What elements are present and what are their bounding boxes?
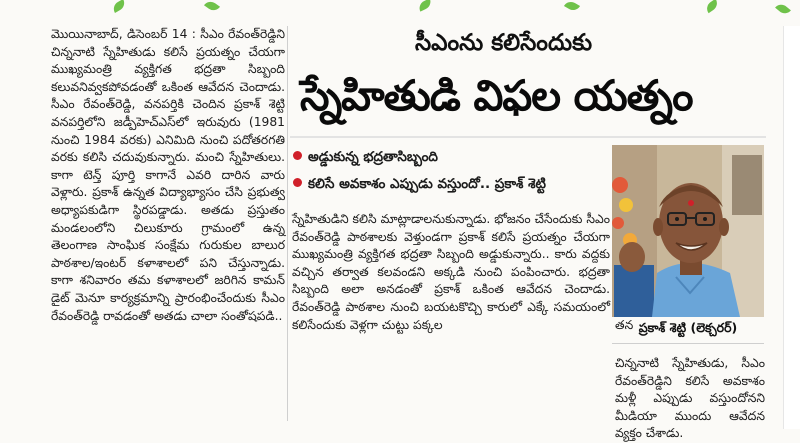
leaf-ornament [417,0,433,12]
deck-text-1: అడ్డుకున్న భద్రతాసిబ్బంది [308,149,438,165]
caption-divider [612,343,764,344]
article-body-narrow-column: తన [615,317,634,332]
leaf-ornament [564,0,580,13]
red-bullet-icon [293,151,302,160]
headline-kicker: సీఎంను కలిసేందుకు [415,30,593,56]
portrait-photo [612,145,764,317]
column-divider [287,26,288,421]
leaf-ornament [704,0,720,13]
leaf-ornament [775,1,791,16]
article-body-middle-column: స్నేహితుడిని కలిసి మాట్లాడాలనుకున్నాడు. భోజనం చేసేందుకు సీఎం రేవంత్‌రెడ్డి పాఠశాలకు వెళ్తుండగా ప్రకాశ్‌ కలిసే ప్రయత్నం చేయగా ముఖ్యమంత్రి వ్యక్తిగత భద్రతా సిబ్బంది అడ్డుకున్నారు.. కారు వద్దకు వచ్చిన తర్వాత కలవండని అక్కడి నుంచి పంపించారు. భద్రతా సిబ్బంది అలా అనడంతో ప్రకాశ్‌ ఒకింత ఆవేదన చెందాడు. రేవంత్‌రెడ్డి పాఠశాల నుంచి బయటకొచ్చి కారులో ఎక్కే సమయంలో కలిసేందుకు వెళ్లగా చుట్టు పక్కల [292,212,610,332]
headline: స్నేహితుడి విఫల యత్నం [300,71,693,120]
portrait-illustration [612,145,764,317]
article-body-left-column: మొయినాబాద్‌, డిసెంబర్‌ 14 : సీఎం రేవంత్‌రెడ్డిని చిన్ననాటి స్నేహితుడు కలిసే ప్రయత్నం చేయగా ముఖ్యమంత్రి వ్యక్తిగత భద్రతా సిబ్బంది కలువనివ్వకపోవడంతో ఒకింత ఆవేదన చెందాడు. సీఎం రేవంత్‌రెడ్డి, వనపర్తికి చెందిన ప్రకాశ్‌ శెట్టి వనపర్తిలోని జడ్పీహెచ్‌ఎస్‌లో ఇరువురు (1981 నుంచి 1984 వరకు) ఎనిమిది నుంచి పదోతరగతి వరకు కలిసి చదువుకున్నారు. మంచి స్నేహితులు. కాగా టెన్త్‌ పూర్తి కాగానే ఎవరి దారిన వారు వెళ్లారు. ప్రకాశ్‌ ఉన్నత విద్యాభ్యాసం చేసి ప్రభుత్వ అధ్యాపకుడిగా స్థిరపడ్డాడు. అతడు ప్రస్తుతం మండలంలోని చిలుకూరు గ్రామంలో ఉన్న తెలంగాణ సాంఘిక సంక్షేమ గురుకుల బాలుర పాఠశాల/ఇంటర్‌ కళాశాలలో పని చేస్తున్నాడు. కాగా శనివారం తమ కళాశాలలో జరిగిన కామన్‌ డైట్‌ మెనూ కార్యక్రమాన్ని ప్రారంభించేందుకు సీఎం రేవంత్‌రెడ్డి రావడంతో అతడు చాలా సంతోషపడి.. [51,27,285,323]
leaf-ornament [204,0,220,13]
page-margin [783,26,800,429]
photo-caption: ప్రకాశ్‌ శెట్టి (లెక్చరర్‌) [638,320,738,335]
deck-line-1 [293,148,598,166]
deck-text-2: కలిసే అవకాశం ఎప్పుడు వస్తుందో.. ప్రకాశ్‌ శెట్టి [308,176,546,192]
article-body-bottom-column: చిన్ననాటి స్నేహితుడు, సీఎం రేవంత్‌రెడ్డిని కలిసే అవకాశం మళ్లీ ఎప్పుడు వస్తుందోనని మీడియా ముందు ఆవేదన వ్యక్తం చేశాడు. [615,356,765,441]
deck-line-2 [293,175,598,193]
red-bullet-icon [293,178,302,187]
headline-divider [290,136,766,138]
leaf-ornament [111,0,127,13]
